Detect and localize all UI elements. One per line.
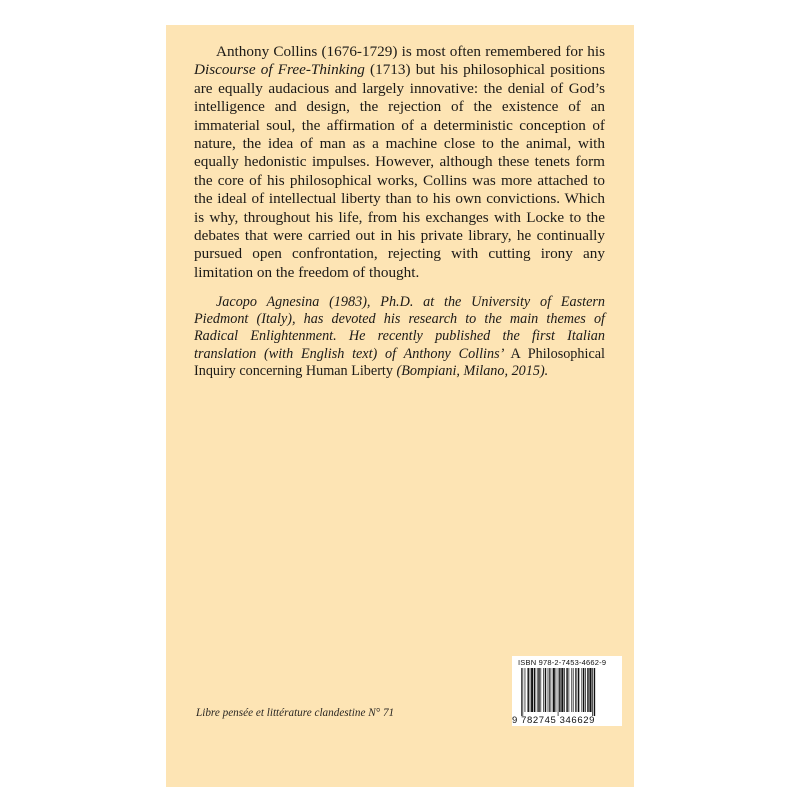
author-note: [194, 294, 605, 380]
barcode-bar: [564, 668, 565, 712]
series-name: Libre pensée et littérature clandestine N° 71: [196, 707, 395, 719]
discourse-title: Discourse of Free-Thinking: [194, 61, 365, 79]
barcode-bar: [587, 668, 588, 712]
barcode-bar: [543, 668, 544, 712]
author-note-publisher: (Bompiani, Milano, 2015).: [392, 362, 549, 379]
isbn-barcode: [512, 656, 622, 726]
isbn-label: ISBN 978-2-7453-4662-9: [518, 658, 607, 667]
barcode-bar: [583, 668, 584, 712]
barcode-bar: [559, 668, 560, 712]
barcode-bar: [521, 668, 522, 716]
blurb-paragraph: [194, 43, 605, 282]
author-note-text: Jacopo Agnesina (1983), Ph.D. at the University of Eastern Piedmont (Italy), has devoted his research to the main themes of Radical Enlightenment. He recently published the first Italian translation (with English text) of Anthony Collins’: [194, 294, 605, 362]
blurb-text-rest: (1713) but his philosophical positions are equally audacious and largely innovative: the denial of God’s intelligence and design, the rejection of the existence of an immaterial soul, the affirmation of a deterministic conception of nature, the idea of man as a machine close to the animal, with equally hedonistic impulses. However, although these tenets form the core of his philosophical works, Collins was more attached to the ideal of intellectual liberty than to his own convictions. Which is why, throughout his life, from his exchanges with Locke to the debates that were carried out in his private library, he continually pursued open confrontation, rejecting with cutting irony any limitation on the freedom of thought.: [194, 61, 605, 281]
isbn-digits: 9 782745 346629: [512, 715, 595, 726]
barcode-bar: [545, 668, 546, 712]
barcode-bar: [594, 668, 595, 716]
barcode-bars: [521, 668, 617, 716]
barcode-bar: [566, 668, 567, 712]
inquiry-title: A Philosophical Inquiry concerning Human Liberty: [194, 345, 605, 379]
barcode-bar: [558, 668, 559, 716]
barcode-bar: [553, 668, 555, 712]
barcode-bar: [530, 668, 531, 712]
barcode-bar: [531, 668, 533, 712]
barcode-bar: [548, 668, 549, 712]
barcode-bar: [571, 668, 572, 712]
barcode-bar: [589, 668, 591, 712]
barcode-bar: [540, 668, 541, 712]
barcode-bar: [573, 668, 574, 712]
barcode-bar: [537, 668, 538, 712]
barcode-bar: [578, 668, 579, 712]
barcode-bar: [581, 668, 582, 712]
barcode-bar: [534, 668, 535, 712]
barcode-bar: [551, 668, 552, 712]
barcode-bar: [538, 668, 539, 712]
blurb-text-start: Anthony Collins (1676-1729) is most often remembered for his: [216, 43, 605, 60]
barcode-bar: [561, 668, 563, 712]
barcode-bar: [569, 668, 570, 712]
barcode-bar: [525, 668, 526, 712]
barcode-bar: [527, 668, 528, 712]
barcode-bar: [575, 668, 576, 712]
barcode-bar: [549, 668, 550, 712]
barcode-bar: [522, 668, 523, 716]
barcode-bar: [592, 668, 593, 716]
barcode-bar: [556, 668, 557, 712]
barcode-bar: [585, 668, 586, 712]
barcode-bar: [576, 668, 577, 712]
